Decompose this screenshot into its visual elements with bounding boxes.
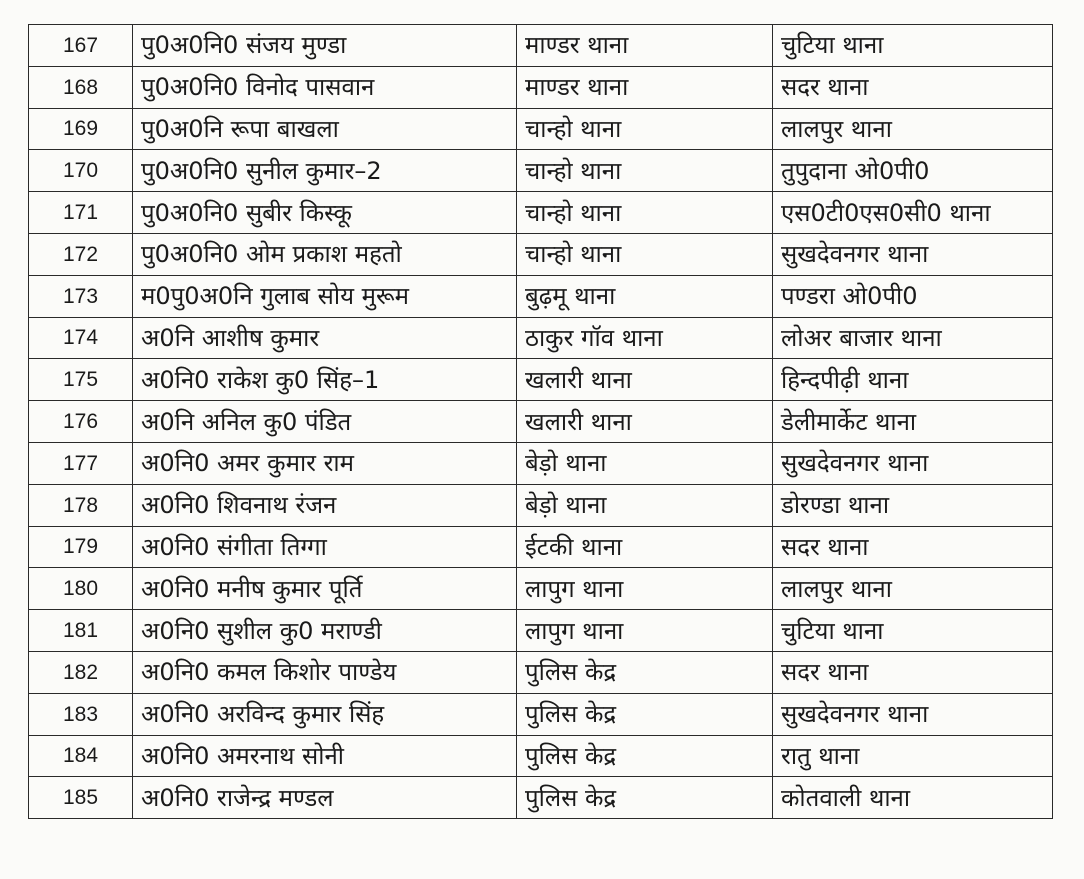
table-body: [29, 25, 1053, 819]
officer-name-cell: म0पु0अ0नि गुलाब सोय मुरूम: [133, 275, 517, 317]
from-station-cell: पुलिस केद्र: [517, 693, 773, 735]
to-station-cell: रातु थाना: [773, 735, 1053, 777]
table-row: [29, 735, 1053, 777]
from-station-cell: खलारी थाना: [517, 401, 773, 443]
officer-name-cell: अ0नि0 शिवनाथ रंजन: [133, 484, 517, 526]
from-station-cell: बेड़ो थाना: [517, 442, 773, 484]
serial-number-cell: 180: [29, 568, 133, 610]
serial-number-cell: 185: [29, 777, 133, 819]
officer-name-cell: अ0नि0 सुशील कु0 मराण्डी: [133, 610, 517, 652]
table-row: [29, 651, 1053, 693]
officer-name-cell: अ0नि0 संगीता तिग्गा: [133, 526, 517, 568]
to-station-cell: डेलीमार्केट थाना: [773, 401, 1053, 443]
table-row: [29, 359, 1053, 401]
table-row: [29, 233, 1053, 275]
serial-number-cell: 171: [29, 192, 133, 234]
from-station-cell: लापुग थाना: [517, 568, 773, 610]
to-station-cell: सुखदेवनगर थाना: [773, 233, 1053, 275]
to-station-cell: सदर थाना: [773, 526, 1053, 568]
officer-name-cell: अ0नि0 अमर कुमार राम: [133, 442, 517, 484]
from-station-cell: ईटकी थाना: [517, 526, 773, 568]
table-row: [29, 401, 1053, 443]
from-station-cell: बेड़ो थाना: [517, 484, 773, 526]
table-row: [29, 275, 1053, 317]
from-station-cell: चान्हो थाना: [517, 150, 773, 192]
officer-name-cell: अ0नि0 अमरनाथ सोनी: [133, 735, 517, 777]
serial-number-cell: 182: [29, 651, 133, 693]
table-row: [29, 25, 1053, 67]
from-station-cell: चान्हो थाना: [517, 108, 773, 150]
serial-number-cell: 181: [29, 610, 133, 652]
to-station-cell: सदर थाना: [773, 651, 1053, 693]
to-station-cell: तुपुदाना ओ0पी0: [773, 150, 1053, 192]
from-station-cell: ठाकुर गॉव थाना: [517, 317, 773, 359]
officer-name-cell: पु0अ0नि0 सुनील कुमार–2: [133, 150, 517, 192]
serial-number-cell: 176: [29, 401, 133, 443]
officer-name-cell: अ0नि अनिल कु0 पंडित: [133, 401, 517, 443]
table-row: [29, 526, 1053, 568]
to-station-cell: सदर थाना: [773, 66, 1053, 108]
officer-name-cell: अ0नि0 राकेश कु0 सिंह–1: [133, 359, 517, 401]
officer-name-cell: पु0अ0नि0 ओम प्रकाश महतो: [133, 233, 517, 275]
serial-number-cell: 178: [29, 484, 133, 526]
table-row: [29, 150, 1053, 192]
serial-number-cell: 170: [29, 150, 133, 192]
to-station-cell: हिन्दपीढ़ी थाना: [773, 359, 1053, 401]
table-row: [29, 442, 1053, 484]
to-station-cell: डोरण्डा थाना: [773, 484, 1053, 526]
serial-number-cell: 183: [29, 693, 133, 735]
serial-number-cell: 168: [29, 66, 133, 108]
officer-name-cell: अ0नि0 मनीष कुमार पूर्ति: [133, 568, 517, 610]
to-station-cell: कोतवाली थाना: [773, 777, 1053, 819]
from-station-cell: पुलिस केद्र: [517, 735, 773, 777]
to-station-cell: लोअर बाजार थाना: [773, 317, 1053, 359]
from-station-cell: खलारी थाना: [517, 359, 773, 401]
from-station-cell: माण्डर थाना: [517, 66, 773, 108]
to-station-cell: सुखदेवनगर थाना: [773, 693, 1053, 735]
transfer-table: [28, 24, 1053, 819]
from-station-cell: बुढ़मू थाना: [517, 275, 773, 317]
officer-name-cell: अ0नि0 कमल किशोर पाण्डेय: [133, 651, 517, 693]
table-row: [29, 693, 1053, 735]
officer-name-cell: अ0नि0 अरविन्द कुमार सिंह: [133, 693, 517, 735]
to-station-cell: एस0टी0एस0सी0 थाना: [773, 192, 1053, 234]
from-station-cell: पुलिस केद्र: [517, 777, 773, 819]
serial-number-cell: 175: [29, 359, 133, 401]
to-station-cell: लालपुर थाना: [773, 108, 1053, 150]
officer-name-cell: अ0नि आशीष कुमार: [133, 317, 517, 359]
to-station-cell: लालपुर थाना: [773, 568, 1053, 610]
from-station-cell: चान्हो थाना: [517, 192, 773, 234]
officer-name-cell: पु0अ0नि0 संजय मुण्डा: [133, 25, 517, 67]
serial-number-cell: 174: [29, 317, 133, 359]
serial-number-cell: 184: [29, 735, 133, 777]
from-station-cell: लापुग थाना: [517, 610, 773, 652]
serial-number-cell: 172: [29, 233, 133, 275]
to-station-cell: चुटिया थाना: [773, 610, 1053, 652]
document-page: [28, 24, 1052, 819]
from-station-cell: माण्डर थाना: [517, 25, 773, 67]
table-row: [29, 317, 1053, 359]
serial-number-cell: 179: [29, 526, 133, 568]
to-station-cell: पण्डरा ओ0पी0: [773, 275, 1053, 317]
officer-name-cell: पु0अ0नि0 सुबीर किस्कू: [133, 192, 517, 234]
table-row: [29, 610, 1053, 652]
table-row: [29, 568, 1053, 610]
serial-number-cell: 167: [29, 25, 133, 67]
officer-name-cell: पु0अ0नि रूपा बाखला: [133, 108, 517, 150]
table-row: [29, 108, 1053, 150]
table-row: [29, 192, 1053, 234]
from-station-cell: पुलिस केद्र: [517, 651, 773, 693]
table-row: [29, 66, 1053, 108]
serial-number-cell: 177: [29, 442, 133, 484]
to-station-cell: सुखदेवनगर थाना: [773, 442, 1053, 484]
to-station-cell: चुटिया थाना: [773, 25, 1053, 67]
serial-number-cell: 173: [29, 275, 133, 317]
table-row: [29, 484, 1053, 526]
table-row: [29, 777, 1053, 819]
officer-name-cell: अ0नि0 राजेन्द्र मण्डल: [133, 777, 517, 819]
from-station-cell: चान्हो थाना: [517, 233, 773, 275]
serial-number-cell: 169: [29, 108, 133, 150]
officer-name-cell: पु0अ0नि0 विनोद पासवान: [133, 66, 517, 108]
